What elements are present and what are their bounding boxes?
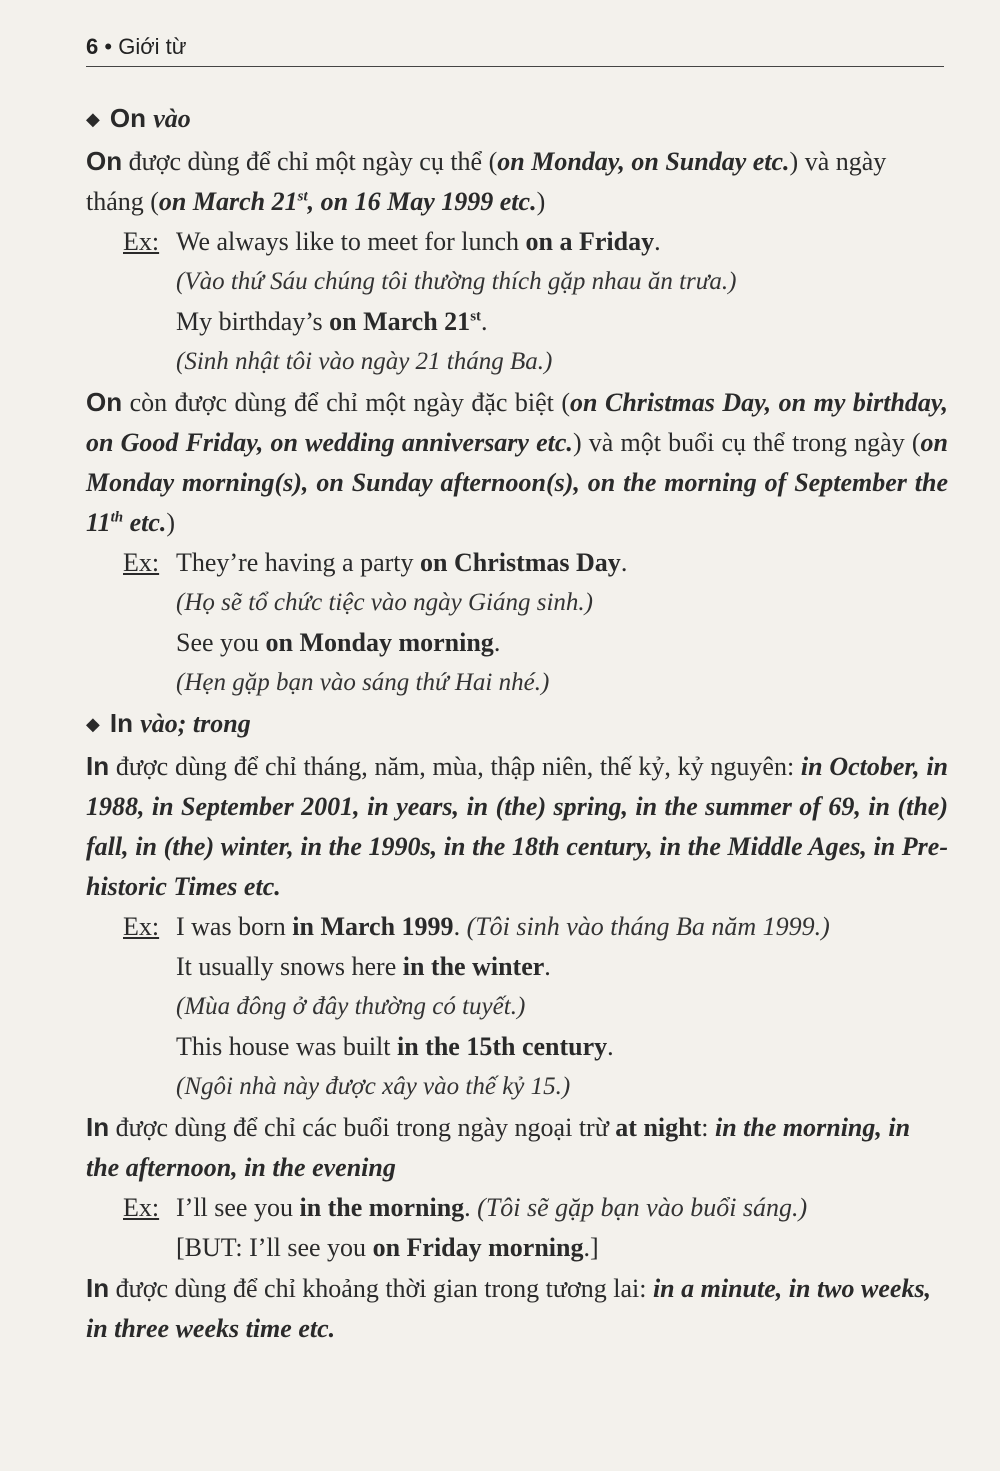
bold-phrase: in the morning bbox=[299, 1193, 465, 1222]
example-sentence bbox=[176, 907, 948, 947]
text: This house was built bbox=[176, 1032, 397, 1061]
example-translation: (Mùa đông ở đây thường có tuyết.) bbox=[176, 993, 526, 1020]
text: , on 16 May 1999 etc. bbox=[307, 187, 537, 216]
text: được dùng để chỉ các buổi trong ngày ngoại trừ bbox=[109, 1113, 616, 1142]
text: on Monday morning(s), on Sunday afternoon(s), on the morning of September the 11 bbox=[86, 428, 948, 537]
heading-keyword: In bbox=[109, 708, 133, 738]
bold-phrase bbox=[329, 307, 481, 336]
superscript: st bbox=[470, 308, 482, 325]
example-sentence bbox=[176, 1188, 948, 1228]
text: ) bbox=[536, 187, 546, 216]
diamond-bullet-icon: ◆ bbox=[86, 109, 100, 129]
example-sentence bbox=[176, 1228, 948, 1268]
examples-italic: on Christmas Day, on my birthday, on Good Friday, on wedding anniversary etc. bbox=[86, 388, 949, 457]
bold-phrase: in the winter bbox=[402, 952, 545, 981]
diamond-bullet-icon: ◆ bbox=[86, 714, 100, 734]
example-sentence bbox=[176, 302, 948, 342]
text: ) và một buổi cụ thể trong ngày ( bbox=[572, 428, 921, 457]
text: ) và ngày tháng ( bbox=[86, 147, 887, 216]
text: . bbox=[493, 628, 501, 657]
text: . bbox=[464, 1193, 478, 1222]
text: [BUT: I’ll see you bbox=[176, 1233, 373, 1262]
keyword: In bbox=[86, 1112, 110, 1142]
example-sentence bbox=[176, 947, 948, 987]
bold-phrase: at night bbox=[615, 1113, 702, 1142]
running-header bbox=[86, 34, 944, 67]
text: . bbox=[481, 307, 488, 336]
text: on March 21 bbox=[158, 187, 298, 216]
example-block bbox=[86, 1188, 948, 1268]
text: . bbox=[453, 912, 467, 941]
example-translation: (Họ sẽ tổ chức tiệc vào ngày Giáng sinh.) bbox=[176, 589, 594, 616]
text: See you bbox=[176, 628, 266, 657]
text: It usually snows here bbox=[176, 952, 403, 981]
heading-translation: vào bbox=[153, 104, 191, 133]
text: I’ll see you bbox=[176, 1193, 300, 1222]
example-translation: (Sinh nhật tôi vào ngày 21 tháng Ba.) bbox=[176, 348, 553, 375]
section-heading-in bbox=[86, 703, 948, 746]
text: . bbox=[544, 952, 551, 981]
example-label: Ex: bbox=[123, 912, 160, 941]
example-sentence bbox=[176, 543, 948, 583]
example-translation: (Vào thứ Sáu chúng tôi thường thích gặp nhau ăn trưa.) bbox=[176, 268, 737, 295]
bold-phrase: in March 1999 bbox=[292, 912, 454, 941]
text: . bbox=[620, 548, 628, 577]
bold-phrase: on Christmas Day bbox=[420, 548, 621, 577]
on-rule-paragraph-1 bbox=[86, 141, 948, 222]
in-rule-paragraph-3 bbox=[86, 1268, 948, 1349]
superscript: st bbox=[297, 188, 308, 205]
text: on March 21 bbox=[329, 307, 471, 336]
example-translation: (Hẹn gặp bạn vào sáng thứ Hai nhé.) bbox=[176, 669, 550, 696]
example-sentence bbox=[176, 1027, 948, 1067]
inline-translation: (Tôi sinh vào tháng Ba năm 1999.) bbox=[466, 912, 830, 941]
page-content bbox=[86, 98, 948, 1349]
keyword: In bbox=[86, 751, 110, 781]
example-sentence bbox=[176, 623, 948, 663]
bold-phrase: on Friday morning bbox=[372, 1233, 584, 1262]
examples-italic: in a minute, in two weeks, in three weeks time etc. bbox=[86, 1274, 932, 1343]
examples-italic: on Monday, on Sunday etc. bbox=[497, 147, 790, 176]
text: We always like to meet for lunch bbox=[176, 227, 526, 256]
example-label: Ex: bbox=[123, 227, 160, 256]
example-block bbox=[86, 543, 948, 703]
text: được dùng để chỉ tháng, năm, mùa, thập niên, thế kỷ, kỷ nguyên: bbox=[109, 752, 801, 781]
inline-translation: (Tôi sẽ gặp bạn vào buổi sáng.) bbox=[477, 1193, 808, 1222]
text: còn được dùng để chỉ một ngày đặc biệt ( bbox=[122, 388, 571, 417]
in-rule-paragraph-1 bbox=[86, 746, 948, 907]
keyword: On bbox=[86, 146, 123, 176]
text: được dùng để chỉ khoảng thời gian trong tương lai: bbox=[109, 1274, 653, 1303]
example-label: Ex: bbox=[123, 548, 160, 577]
keyword: In bbox=[86, 1273, 110, 1303]
header-separator: • bbox=[104, 34, 113, 59]
text: I was born bbox=[176, 912, 293, 941]
examples-italic: in October, in 1988, in September 2001, in years, in (the) spring, in the summer of 69, in (the) fall, in (the) winter, in the 1990s, in the 18th century, in the Middle Ages, in Pre-historic Times etc. bbox=[86, 752, 949, 901]
section-heading-on bbox=[86, 98, 948, 141]
examples-italic: in the morning, in the afternoon, in the evening bbox=[86, 1113, 911, 1182]
heading-translation: vào; trong bbox=[140, 709, 251, 738]
on-rule-paragraph-2 bbox=[86, 382, 948, 543]
keyword: On bbox=[86, 387, 123, 417]
bold-phrase: on Monday morning bbox=[265, 628, 494, 657]
example-block bbox=[86, 222, 948, 382]
bold-phrase: in the 15th century bbox=[397, 1032, 608, 1061]
text: . bbox=[607, 1032, 614, 1061]
superscript: th bbox=[110, 509, 124, 526]
text: My birthday’s bbox=[176, 307, 330, 336]
example-label: Ex: bbox=[123, 1193, 160, 1222]
page-number: 6 bbox=[86, 34, 99, 59]
example-translation: (Ngôi nhà này được xây vào thế kỷ 15.) bbox=[176, 1073, 571, 1100]
text: .] bbox=[583, 1233, 599, 1262]
text: They’re having a party bbox=[176, 548, 421, 577]
bold-phrase: on a Friday bbox=[525, 227, 655, 256]
text: : bbox=[701, 1113, 715, 1142]
text: được dùng để chỉ một ngày cụ thể ( bbox=[122, 147, 498, 176]
example-block bbox=[86, 907, 948, 1107]
examples-italic bbox=[159, 187, 537, 216]
example-sentence bbox=[176, 222, 948, 262]
text: etc. bbox=[123, 508, 167, 537]
in-rule-paragraph-2 bbox=[86, 1107, 948, 1188]
chapter-title: Giới từ bbox=[118, 34, 187, 59]
text: ) bbox=[166, 508, 176, 537]
text: . bbox=[654, 227, 661, 256]
heading-keyword: On bbox=[109, 103, 146, 133]
